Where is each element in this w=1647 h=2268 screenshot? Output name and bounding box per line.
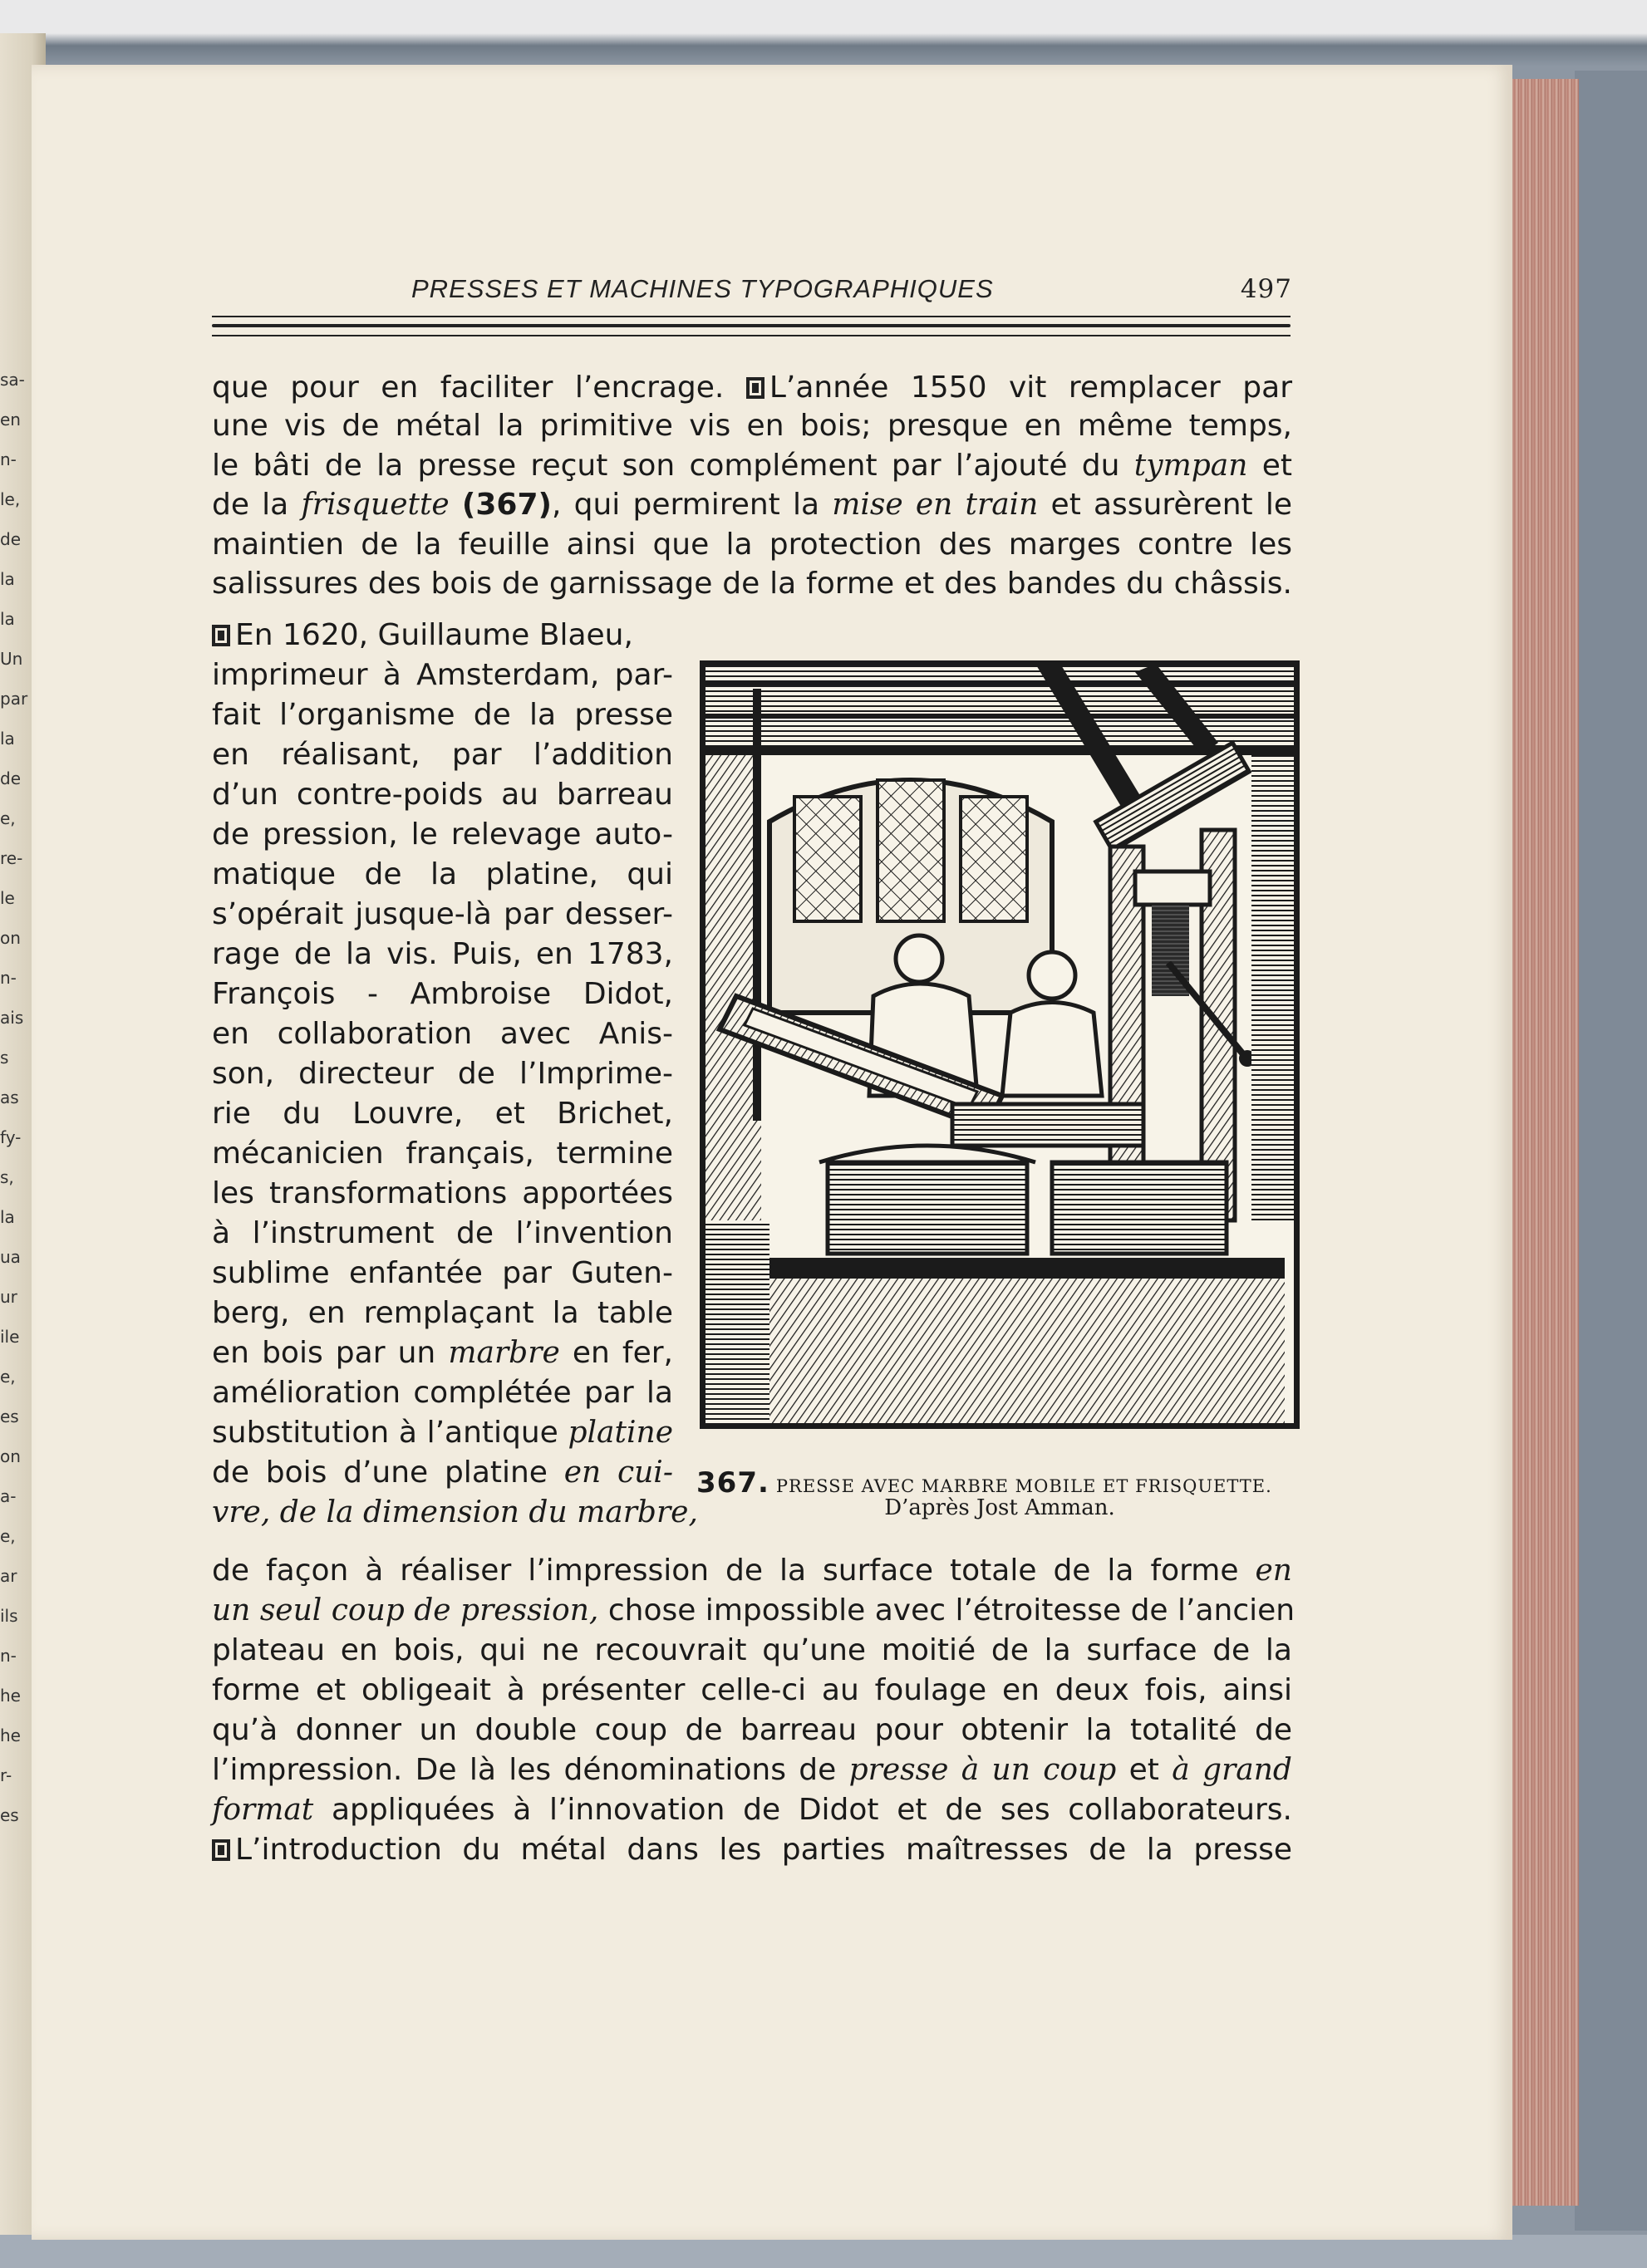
left-page-fragment: es <box>0 1805 19 1825</box>
text-line: en réalisant, par l’addition <box>212 738 673 772</box>
text-line: forme et obligeait à présenter celle-ci au foulage en deux fois, ainsi <box>212 1673 1292 1707</box>
left-page-fragment: r- <box>0 1765 12 1785</box>
text-line: de façon à réaliser l’impression de la surface totale de la forme en <box>212 1554 1292 1588</box>
text-line: de bois d’une platine en cui- <box>212 1456 673 1490</box>
left-page-fragment: n- <box>0 1646 17 1666</box>
left-page-fragment: es <box>0 1406 19 1426</box>
text-line: qu’à donner un double coup de barreau pour obtenir la totalité de <box>212 1713 1292 1747</box>
left-page-fragment: Un <box>0 649 23 669</box>
text-line: salissures des bois de garnissage de la forme et des bandes du châssis. <box>212 567 1292 601</box>
text-line: d’un contre-poids au barreau <box>212 778 673 812</box>
text-line: François - Ambroise Didot, <box>212 977 673 1011</box>
text-line: une vis de métal la primitive vis en bois; presque en même temps, <box>212 409 1292 443</box>
woodcut-illustration <box>700 660 1300 1429</box>
left-page-fragment: ur <box>0 1287 17 1307</box>
left-page-fragment: par <box>0 689 28 709</box>
page-edges <box>1512 79 1579 2206</box>
text-line: imprimeur à Amsterdam, par- <box>212 658 673 692</box>
text-line: maintien de la feuille ainsi que la protection des marges contre les <box>212 528 1292 562</box>
text-line: amélioration complétée par la <box>212 1376 673 1410</box>
text-line: les transformations apportées <box>212 1176 673 1210</box>
book-cover-bottom <box>0 2235 1647 2268</box>
left-page-fragment: ils <box>0 1606 18 1626</box>
left-page-fragment: fy- <box>0 1127 22 1147</box>
left-page-fragment: on <box>0 928 21 948</box>
text-line: plateau en bois, qui ne recouvrait qu’une moitié de la surface de la <box>212 1633 1292 1667</box>
left-page-fragment: de <box>0 768 21 788</box>
figure-number: 367. <box>696 1466 769 1500</box>
left-page-fragment: sa- <box>0 370 25 390</box>
left-page-fragment: n- <box>0 968 17 988</box>
text-line: substitution à l’antique platine <box>212 1416 673 1450</box>
left-page-fragment: ais <box>0 1008 24 1028</box>
text-line: mécanicien français, termine <box>212 1136 673 1171</box>
left-page-fragment: s <box>0 1048 9 1068</box>
text-line: matique de la platine, qui <box>212 857 673 891</box>
left-page-fragment: he <box>0 1686 21 1706</box>
left-page-fragment: ua <box>0 1247 21 1267</box>
header-rule <box>212 316 1291 317</box>
text-line: que pour en faciliter l’encrage. L’année 1550 vit remplacer par <box>212 371 1292 405</box>
page-number: 497 <box>1240 274 1292 304</box>
left-page-fragment: e, <box>0 808 16 828</box>
left-page-fragment: n- <box>0 449 17 469</box>
running-head <box>208 274 1292 307</box>
running-title: PRESSES ET MACHINES TYPOGRAPHIQUES <box>411 274 994 303</box>
paragraph-mark-icon <box>746 377 765 399</box>
paragraph-mark-icon <box>212 625 230 646</box>
text-line: format appliquées à l’innovation de Didot et de ses collaborateurs. <box>212 1793 1292 1827</box>
left-page-fragment: la <box>0 729 15 749</box>
left-page-fragment: e, <box>0 1367 16 1387</box>
left-page-fragment: la <box>0 569 15 589</box>
text-line: En 1620, Guillaume Blaeu, <box>212 616 633 655</box>
left-page-fragment: le <box>0 888 15 908</box>
text-line: rie du Louvre, et Brichet, <box>212 1097 673 1131</box>
text-line: de la frisquette (367), qui permirent la mise en train et assurèrent le <box>212 488 1292 522</box>
text-line: en bois par un marbre en fer, <box>212 1336 673 1370</box>
printing-press-woodcut <box>703 664 1296 1426</box>
text-line: berg, en remplaçant la table <box>212 1296 673 1330</box>
book-cover-right <box>1575 71 1647 2231</box>
header-rule <box>212 335 1291 336</box>
text-line: rage de la vis. Puis, en 1783, <box>212 937 673 971</box>
text-line: fait l’organisme de la presse <box>212 698 673 732</box>
left-page-fragment: as <box>0 1087 19 1107</box>
left-page-fragment: ar <box>0 1566 17 1586</box>
text-line: l’impression. De là les dénominations de presse à un coup et à grand <box>212 1753 1292 1787</box>
left-page-fragment: le, <box>0 489 21 509</box>
header-rule-thick <box>212 324 1291 327</box>
text-line: s’opérait jusque-là par desser- <box>212 897 673 931</box>
book-cover-top <box>0 0 1647 66</box>
left-page-fragment: la <box>0 609 15 629</box>
left-page-fragment: en <box>0 410 21 430</box>
text-line: à l’instrument de l’invention <box>212 1216 673 1250</box>
text-line: le bâti de la presse reçut son complément par l’ajouté du tympan et <box>212 449 1292 483</box>
left-page-fragment: s, <box>0 1167 14 1187</box>
left-page-fragment: de <box>0 529 21 549</box>
left-page-fragment: he <box>0 1726 21 1745</box>
left-page-fragment: e, <box>0 1526 16 1546</box>
left-page-fragment: re- <box>0 848 23 868</box>
left-page-fragment: on <box>0 1446 21 1466</box>
text-line: sublime enfantée par Guten- <box>212 1256 673 1290</box>
text-line: L’introduction du métal dans les parties maîtresses de la presse <box>212 1831 1292 1869</box>
figure-credit: D’après Jost Amman. <box>884 1495 1115 1520</box>
text-line: son, directeur de l’Imprime- <box>212 1057 673 1091</box>
text-line: en collaboration avec Anis- <box>212 1017 673 1051</box>
paragraph-mark-icon <box>212 1839 230 1861</box>
text-line: un seul coup de pression, chose impossible avec l’étroitesse de l’ancien <box>212 1593 1295 1627</box>
text-line: de pression, le relevage auto- <box>212 817 673 852</box>
left-page-fragment: a- <box>0 1486 17 1506</box>
left-page-fragment: ile <box>0 1327 20 1347</box>
left-page-fragment: la <box>0 1207 15 1227</box>
figure-caption: 367. PRESSE AVEC MARBRE MOBILE ET FRISQUETTE. <box>696 1466 1272 1500</box>
text-line: vre, de la dimension du marbre, <box>212 1495 698 1529</box>
